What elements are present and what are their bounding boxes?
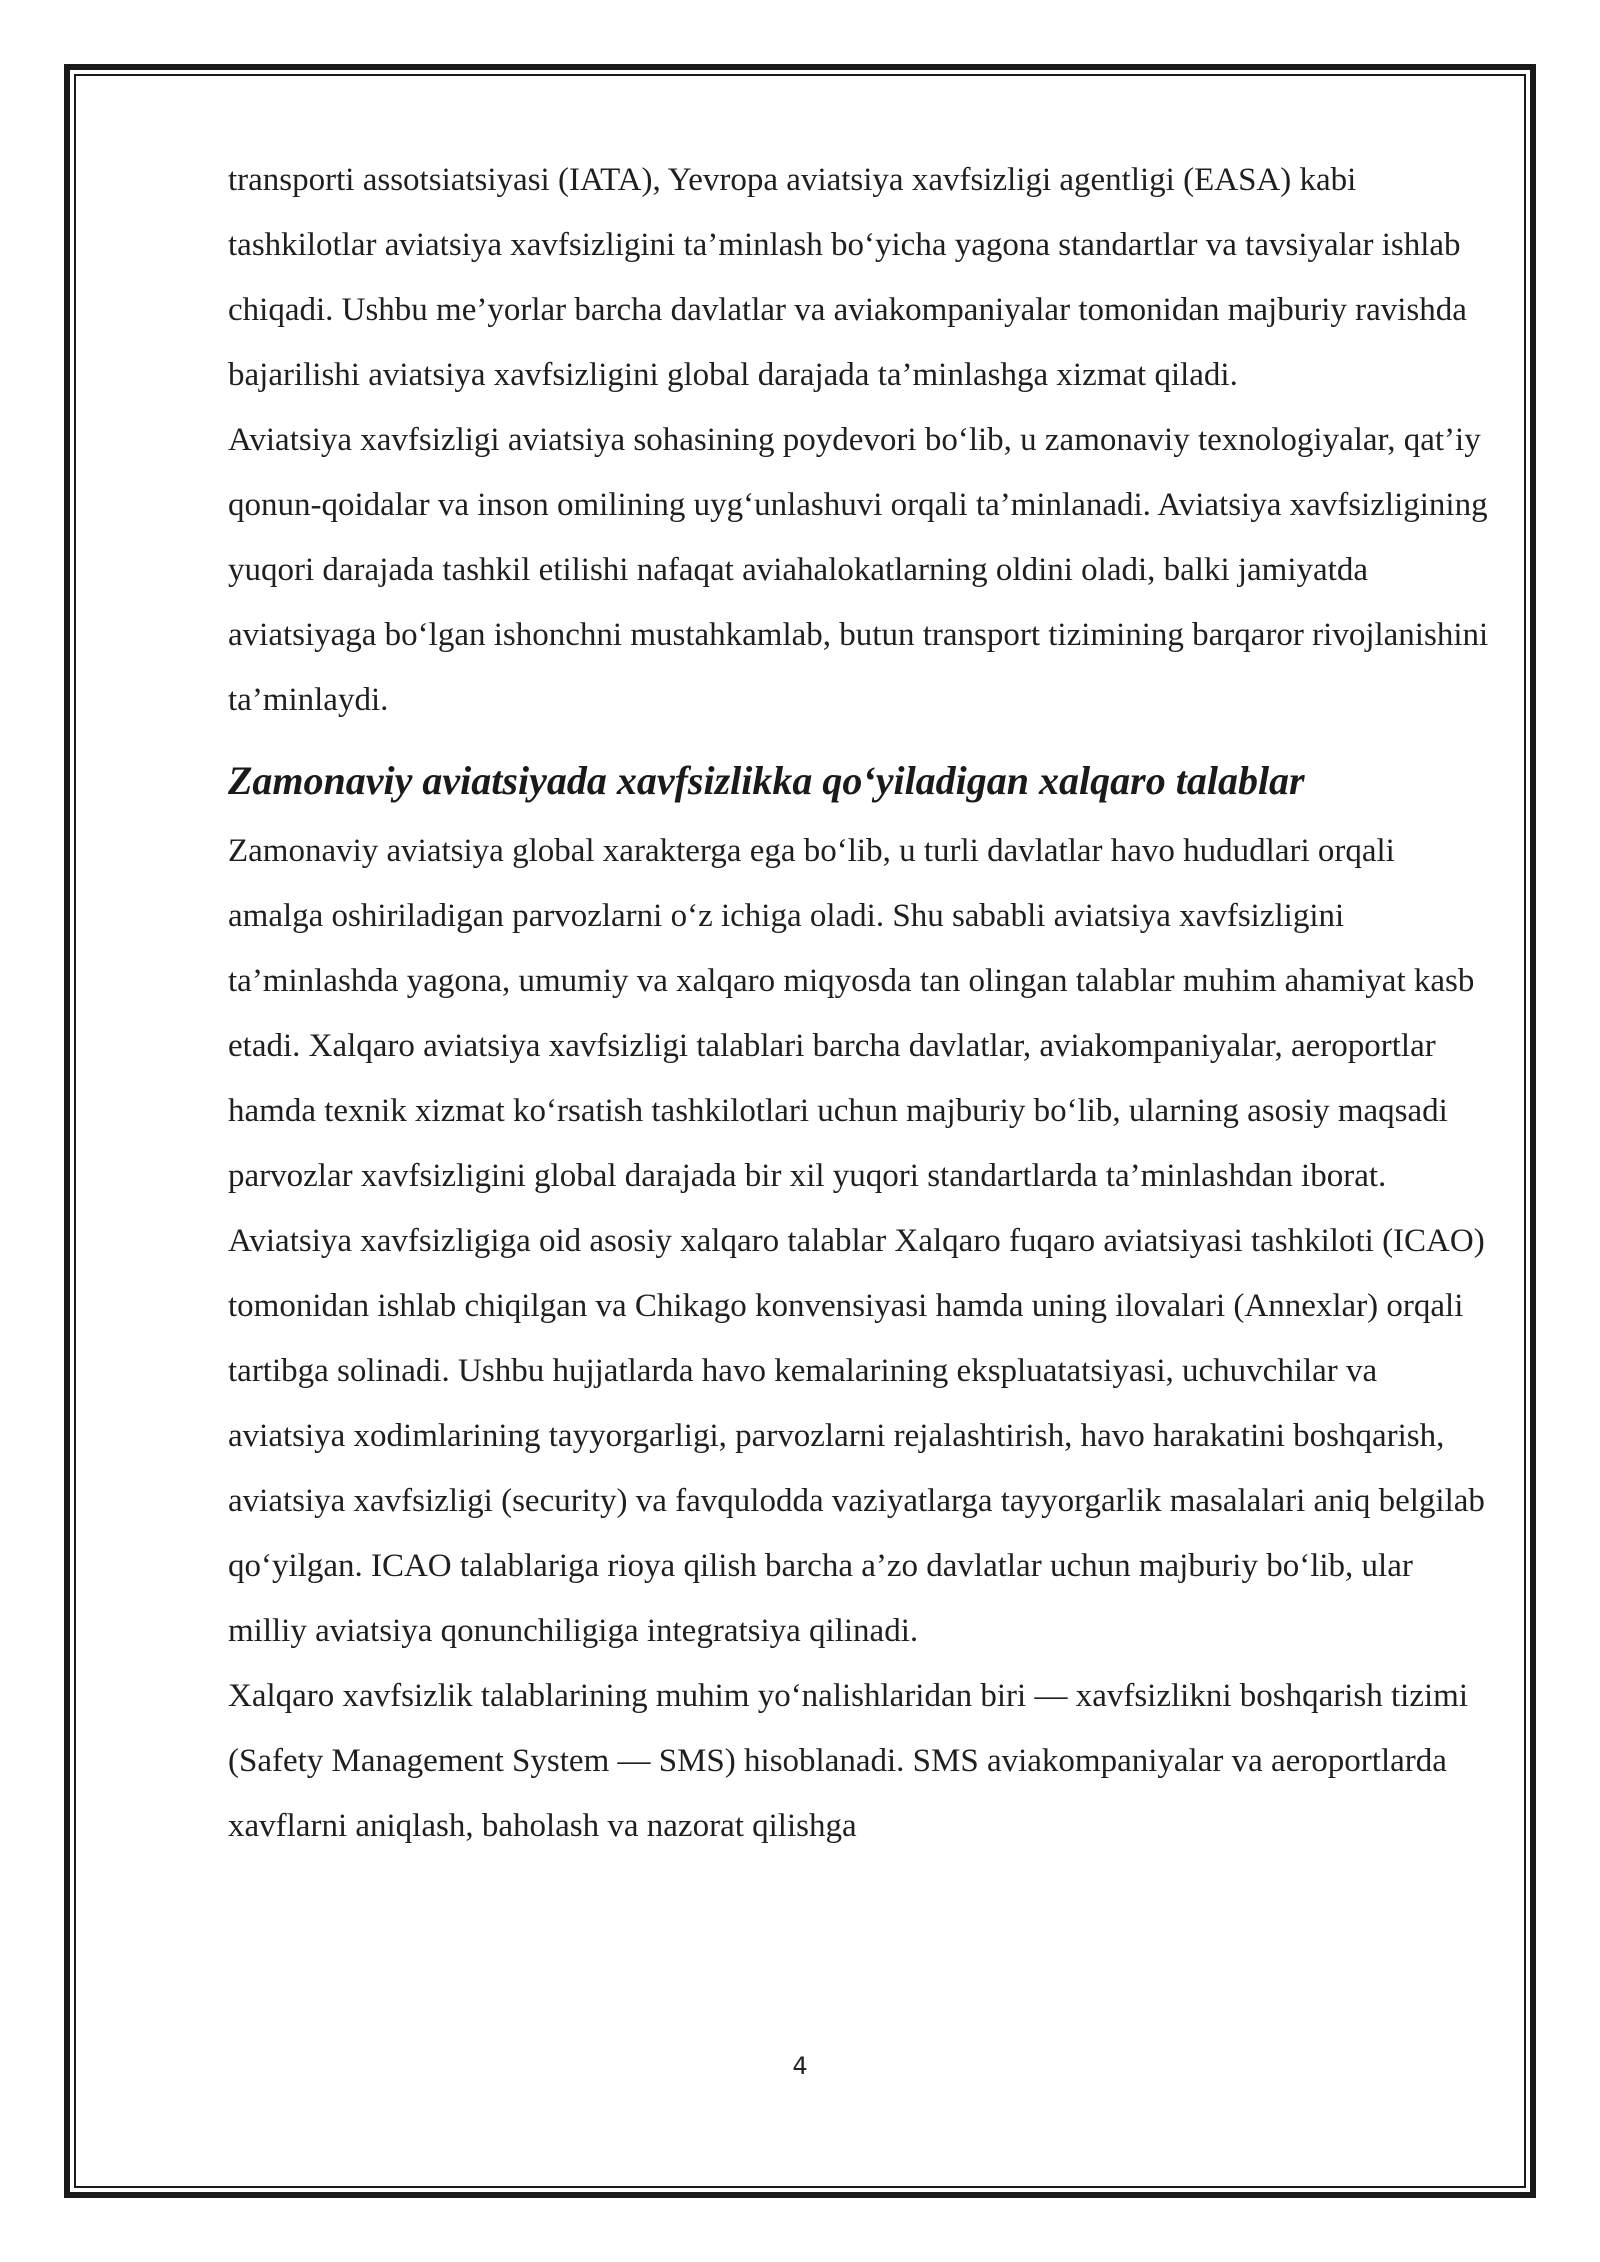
- paragraph: Xalqaro xavfsizlik talablarining muhim yo‘nalishlaridan biri — xavfsizlikni boshqarish tizimi (Safety Management System — SMS) hisoblanadi. SMS aviakompaniyalar va aeroportlarda xavflarni aniqlash, baholash va nazorat qilishga: [228, 1678, 1468, 1844]
- paragraph: Aviatsiya xavfsizligi aviatsiya sohasining poydevori bo‘lib, u zamonaviy texnologiyalar, qat’iy qonun-qoidalar va inson omilining uyg‘unlashuvi orqali ta’minlanadi. Aviatsiya xavfsizligining yuqori darajada tashkil etilishi nafaqat aviahalokatlarning oldini oladi, balki jamiyatda aviatsiyaga bo‘lgan ishonchni mustahkamlab, butun transport tizimining barqaror rivojlanishini ta’minlaydi.: [228, 422, 1489, 718]
- document-body: [228, 148, 1492, 1859]
- paragraph: Aviatsiya xavfsizligiga oid asosiy xalqaro talablar Xalqaro fuqaro aviatsiyasi tashkiloti (ICAO) tomonidan ishlab chiqilgan va Chikago konvensiyasi hamda uning ilovalari (Annexlar) orqali tartibga solinadi. Ushbu hujjatlarda havo kemalarining ekspluatatsiyasi, uchuvchilar va aviatsiya xodimlarining tayyorgarligi, parvozlarni rejalashtirish, havo harakatini boshqarish, aviatsiya xavfsizligi (security) va favqulodda vaziyatlarga tayyorgarlik masalalari aniq belgilab qo‘yilgan. ICAO talablariga rioya qilish barcha a’zo davlatlar uchun majburiy bo‘lib, ular milliy aviatsiya qonunchiligiga integratsiya qilinadi.: [228, 1223, 1485, 1649]
- paragraph: transporti assotsiatsiyasi (IATA), Yevropa aviatsiya xavfsizligi agentligi (EASA) kabi tashkilotlar aviatsiya xavfsizligini ta’minlash bo‘yicha yagona standartlar va tavsiyalar ishlab chiqadi. Ushbu me’yorlar barcha davlatlar va aviakompaniyalar tomonidan majburiy ravishda bajarilishi aviatsiya xavfsizligini global darajada ta’minlashga xizmat qiladi.: [228, 162, 1467, 393]
- paragraph: Zamonaviy aviatsiya global xarakterga ega bo‘lib, u turli davlatlar havo hududlari orqali amalga oshiriladigan parvozlarni o‘z ichiga oladi. Shu sababli aviatsiya xavfsizligini ta’minlashda yagona, umumiy va xalqaro miqyosda tan olingan talablar muhim ahamiyat kasb etadi. Xalqaro aviatsiya xavfsizligi talablari barcha davlatlar, aviakompaniyalar, aeroportlar hamda texnik xizmat ko‘rsatish tashkilotlari uchun majburiy bo‘lib, ularning asosiy maqsadi parvozlar xavfsizligini global darajada bir xil yuqori standartlarda ta’minlashdan iborat.: [228, 833, 1475, 1194]
- page-number: 4: [792, 2052, 808, 2080]
- section-heading: Zamonaviy aviatsiyada xavfsizlikka qo‘yiladigan xalqaro talablar: [228, 758, 1305, 803]
